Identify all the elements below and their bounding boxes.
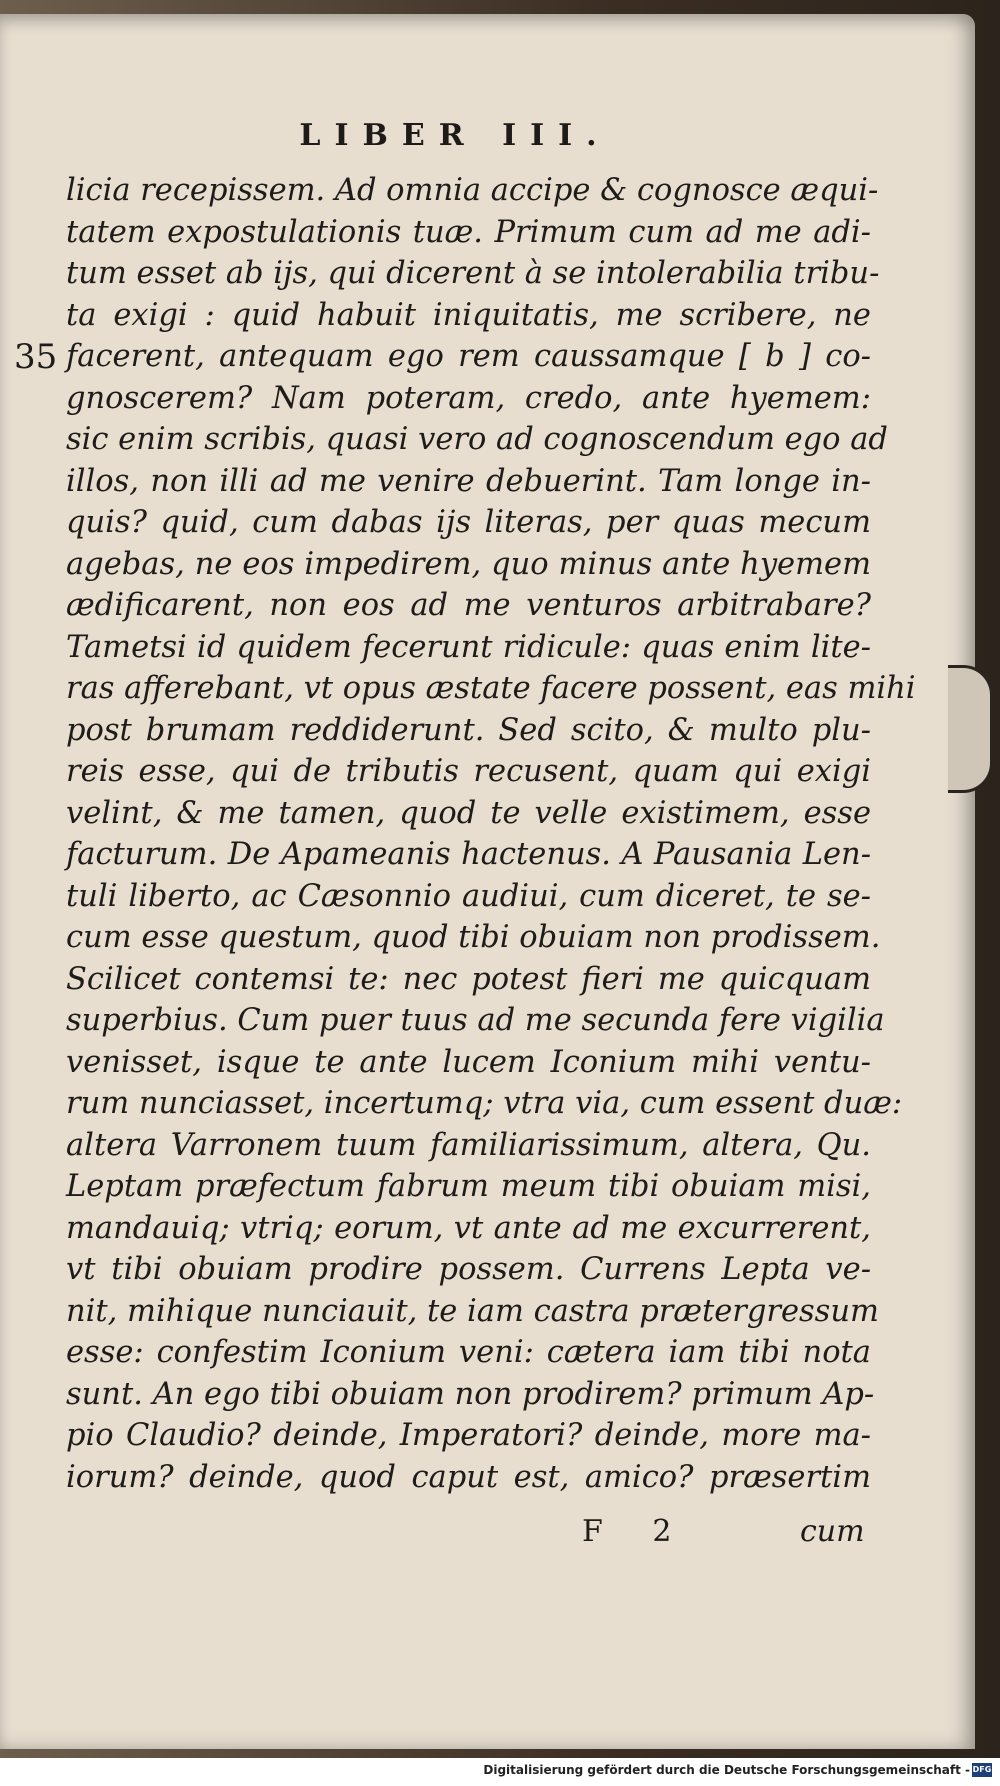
text-line: vt tibi obuiam prodire possem. Currens Lepta ve- xyxy=(66,1252,871,1287)
text-line: tatem expostulationis tuæ. Primum cum ad me adi- xyxy=(66,214,871,250)
text-line: sic enim scribis, quasi vero ad cognoscendum ego ad xyxy=(66,422,888,457)
text-line: nit, mihique nunciauit, te iam castra prætergressum xyxy=(66,1293,879,1329)
text-line: illos, non illi ad me venire debuerint. Tam longe in- xyxy=(66,463,871,499)
text-line: cum esse questum, quod tibi obuiam non prodissem. xyxy=(66,920,881,955)
running-header: LIBER III. xyxy=(299,118,611,153)
text-line: esse: confestim Iconium veni: cætera iam tibi nota xyxy=(66,1335,871,1370)
text-line: facerent, antequam ego rem caussamque [ b ] co- xyxy=(66,339,871,374)
text-line: velint, & me tamen, quod te velle existimem, esse xyxy=(66,795,871,831)
text-line: post brumam reddiderunt. Sed scito, & multo plu- xyxy=(66,712,871,748)
margin-line-number: 35 xyxy=(14,337,58,377)
page-tab-marker xyxy=(948,665,993,793)
text-line: mandauiq; vtriq; eorum, vt ante ad me excurrerent, xyxy=(66,1210,871,1246)
text-line: tuli liberto, ac Cæsonnio audiui, cum diceret, te se- xyxy=(66,878,871,914)
digitization-credit: Digitalisierung gefördert durch die Deutsche Forschungsgemeinschaft - xyxy=(483,1763,970,1777)
text-line: facturum. De Apameanis hactenus. A Pausania Len- xyxy=(66,837,871,872)
text-line: Tametsi id quidem fecerunt ridicule: quas enim lite- xyxy=(66,629,871,665)
body-text xyxy=(66,170,916,1498)
text-line: Leptam præfectum fabrum meum tibi obuiam misi, xyxy=(66,1169,871,1204)
text-line: sunt. An ego tibi obuiam non prodirem? primum Ap- xyxy=(66,1376,875,1412)
text-line: gnoscerem? Nam poteram, credo, ante hyemem: xyxy=(66,380,871,416)
text-line: Scilicet contemsi te: nec potest fieri me quicquam xyxy=(66,961,871,997)
text-line: rum nunciasset, incertumq; vtra via, cum essent duæ: xyxy=(66,1086,903,1121)
dfg-logo: DFG xyxy=(972,1763,992,1777)
text-line: quis? quid, cum dabas ijs literas, per quas mecum xyxy=(66,505,871,540)
signature-mark: F 2 xyxy=(582,1514,692,1549)
text-line: altera Varronem tuum familiarissimum, altera, Qu. xyxy=(66,1127,871,1163)
text-line: ta exigi : quid habuit iniquitatis, me scribere, ne xyxy=(66,297,871,333)
text-line: venisset, isque te ante lucem Iconium mihi ventu- xyxy=(66,1044,871,1080)
text-line: iorum? deinde, quod caput est, amico? præsertim xyxy=(66,1459,871,1495)
text-line: reis esse, qui de tributis recusent, quam qui exigi xyxy=(66,754,871,789)
catchword: cum xyxy=(800,1514,865,1549)
text-line: ædificarent, non eos ad me venturos arbitrabare? xyxy=(66,588,871,623)
text-line: ras afferebant, vt opus æstate facere possent, eas mihi xyxy=(66,671,916,706)
text-line: superbius. Cum puer tuus ad me secunda fere vigilia xyxy=(66,1003,885,1038)
text-line: tum esset ab ijs, qui dicerent à se intolerabilia tribu- xyxy=(66,256,880,291)
text-line: agebas, ne eos impedirem, quo minus ante hyemem xyxy=(66,546,871,582)
text-line: pio Claudio? deinde, Imperatori? deinde, more ma- xyxy=(66,1418,871,1453)
text-line: licia recepissem. Ad omnia accipe & cognosce æqui- xyxy=(66,173,879,208)
